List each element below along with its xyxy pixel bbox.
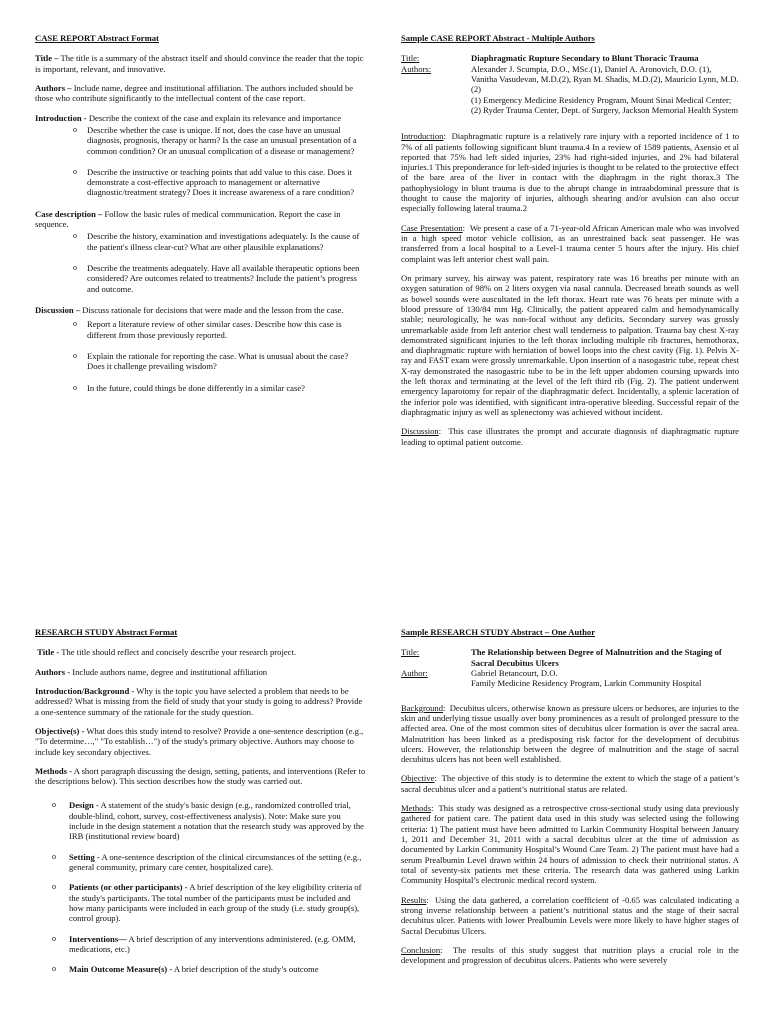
research-format-methods-list [35,800,367,974]
list-item: o Interventions— A brief description of any interventions administered. (e.g. OMM, medications, etc.) [69,934,367,955]
list-item: o Patients (or other participants) - A brief description of the key eligibility criteria of the study's participants. The total number of the participants must be included and how many participants were included in each group of the study (i.e. study group(s), control group). [69,882,367,923]
case-sample-title-label: Title: [401,53,420,64]
research-format-heading: RESEARCH STUDY Abstract Format [35,627,178,637]
case-format-title: Title – The title is a summary of the abstract itself and should convince the reader that the topic is important, relevant, and innovative. [35,53,364,74]
research-format-section [35,627,367,985]
list-item: o Setting - A one-sentence description of the clinical circumstances of the setting (e.g., general community, primary care center, hospitalized care). [69,852,367,873]
list-item: o Describe the treatments adequately. Have all available therapeutic options been considered? Are outcomes related to treatments? Include the patient’s progress and outcome. [87,263,367,294]
case-sample-section [401,33,739,456]
case-sample-heading: Sample CASE REPORT Abstract - Multiple Authors [401,33,595,43]
case-sample-meta [401,53,739,115]
research-sample-section [401,627,739,974]
research-sample-author: Gabriel Betancourt, D.O. Family Medicine Residency Program, Larkin Community Hospital [471,667,702,689]
research-format-methods: Methods - A short paragraph discussing the design, setting, patients, and interventions (Refer to the descriptions below). This section describes how the study was carried out. [35,765,366,787]
case-format-intro: Introduction - Describe the context of the case and explain its relevance and importance [35,112,342,123]
list-item: o Describe whether the case is unique. If not, does the case have an unusual diagnosis, prognosis, therapy or harm? Is the case an unusual presentation of a common condition? Or an unusual complication of a disease or management? [87,125,367,156]
case-sample-authors-label: Authors: [401,63,432,74]
case-format-description-list [35,231,367,294]
research-sample-conclusion: Conclusion: The results of this study suggest that nutrition plays a crucial role in the development and progression of decubitus ulcers. Patients who were severely [401,944,739,966]
research-format-intro: Introduction/Background - Why is the topic you have selected a problem that needs to be addressed? What is missing from the field of study that your study is going to address? Provide a one-sentence summary of the rationale for the study question. [35,685,363,717]
case-format-heading: CASE REPORT Abstract Format [35,33,159,43]
list-item: o Report a literature review of other similar cases. Describe how this case is different from those previously reported. [87,319,367,340]
case-format-intro-list [35,125,367,198]
list-item: o Describe the instructive or teaching points that add value to this case. Does it demonstrate a cost-effective approach to management or alternative diagnostic/treatment strategy? Does it increase awareness of a rare condition? [87,167,367,198]
list-item: o Main Outcome Measure(s) - A brief description of the study’s outcome [69,964,367,974]
research-format-objectives: Objective(s) - What does this study intend to resolve? Provide a one-sentence description (e.g., "To determine…," "To establish…") of the study's primary objective. Authors may choose to include key secondary objectives. [35,725,364,757]
case-sample-discussion: Discussion: This case illustrates the prompt and accurate diagnosis of diaphragmatic rupture leading to optimal patient outcome. [401,426,739,447]
research-sample-title: The Relationship between Degree of Malnutrition and the Staging of Sacral Decubitus Ulcers [471,647,722,668]
research-sample-results: Results: Using the data gathered, a correlation coefficient of -0.65 was calculated indicating a strong inverse relationship between a patient’s nutritional status and the stage of their sacral decubitus ulcer. Patients with lower Prealbumin Levels were more likely to have higher stages of Sacral Decubitus Ulcers. [401,894,740,936]
case-sample-intro: Introduction: Diaphragmatic rupture is a relatively rare injury with a reported incidence of 1 to 7% of all patients following significant blunt trauma.4 In a review of 1589 patients, Asensio et al reported that 75% had left sided injuries, 23% had right-sided injuries, and 2% had bilateral injuries.1 This preponderance for left-sided injuries is thought to be related to the protective effect of the bare area of the liver in contact with the diaphragm in the right thorax.3 The pathophysiology in blunt trauma is due to the abrupt change in intraabdominal pressure that is thought to cause the majority of injuries, although shearing and/or avulsion can also occur especially following lateral trauma.2 [401,131,739,214]
case-sample-title: Diaphragmatic Rupture Secondary to Blunt Thoracic Trauma [471,53,699,64]
case-format-description: Case description – Follow the basic rules of medical communication. Report the case in sequence. [35,208,341,230]
research-sample-meta [401,647,739,688]
case-format-authors: Authors – Include name, degree and institutional affiliation. The authors included should be those who contribute significantly to the intellectual content of the case report. [35,82,354,104]
research-sample-heading: Sample RESEARCH STUDY Abstract – One Author [401,627,596,637]
case-format-discussion-list [35,319,367,393]
research-sample-title-label: Title: [401,647,420,658]
list-item: o Describe the history, examination and investigations adequately. Is the cause of the patient's illness clear-cut? What are other plausible explanations? [87,231,367,252]
research-sample-methods: Methods: This study was designed as a retrospective cross-sectional study using data previously gathered for patient care. The patient data used in this study was selected using the following criteria: 1) The patient must have been admitted to Larkin Community Hospital between January 1, 2011 and December 31, 2011 with a sacral decubitus ulcer at the time of admission as documented by Larkin Community Hospital’s Wound Care Team. 2) The patient must have had a serum Prealbumin Level drawn within 24 hours of admission to check their nutritional status. A total of seventy-six patients met these criteria. The research data was gathered using Larkin Community Hospital’s electronic medical record system. [401,803,739,886]
research-format-authors: Authors - Include authors name, degree and institutional affiliation [35,666,268,677]
case-sample-survey: On primary survey, his airway was patent, respiratory rate was 16 breaths per minute with an oxygen saturation of 98% on 2 liters oxygen via nasal cannula. Decreased breath sounds as well as bowel sounds were auscultated in the left thorax. Heart rate was 76 beats per minute with a blood pressure of 130/84 mm Hg. Clinically, the patient appeared calm and hemodynamically stable; neurologically, he was non-focal without any deficits. Secondary survey was grossly unremarkable aside from left anterior chest wall tenderness to palpation. Trauma bay chest X-ray demonstrated significant injuries to the left thorax including multiple rib fractures, hemothorax, and diaphragmatic rupture with herniation of bowel loops into the chest cavity (Fig. 1). Pelvis X-ray and FAST exam were grossly unremarkable. Upon insertion of a nasogastric tube, repeat chest X-ray demonstrated the nasogastric tube to be in the left upper abdomen coursing upwards into the left thorax and terminating at the level of the left third rib (Fig. 2). The patient underwent emergency laparotomy for repair of the diaphragmatic defect. Incidentally, a splenic laceration of the inferior pole was identified, with significant intra-operative bleeding. Successful repair of the diaphragmatic injury as well as splenectomy was achieved without incident. [401,272,739,417]
research-format-title: Title - The title should reflect and concisely describe your research project. [37,647,296,658]
research-sample-background: Background: Decubitus ulcers, otherwise known as pressure ulcers or bedsores, are injuries to the skin and underlying tissue usually over bony prominences as a result of prolonged pressure to the affected area. One of the most common sites of decubitus ulcer formation is over the sacral area. Malnutrition has been linked as a predisposing risk factor for the development of decubitus ulcers. However, the relationship between the degree of malnutrition and the stage of sacral decubitus ulcers has not been well established. [401,702,739,765]
list-item: o Explain the rationale for reporting the case. What is unusual about the case? Does it challenge prevailing wisdom? [87,351,367,372]
case-format-discussion: Discussion – Discuss rationale for decisions that were made and the lesson from the case. [35,304,344,315]
case-format-section [35,33,367,404]
research-sample-objective: Objective: The objective of this study is to determine the extent to which the stage of a patient’s sacral decubitus ulcer and a patient’s nutritional status are related. [401,773,739,794]
case-sample-authors: Alexander J. Scumpia, D.O., MSc.(1), Daniel A. Aronovich, D.O. (1), Vanitha Vasudevan, M.D.(2), Ryan M. Shadis, M.D.(2), Mauricio Lynn, M.D.(2) (1) Emergency Medicine Residency Program, Mount Sinai Medical Center; (2) Ryder Trauma Center, Dept. of Surgery, Jackson Memorial Health System [471,63,739,115]
research-sample-author-label: Author: [401,667,428,678]
case-sample-presentation: Case Presentation: We present a case of a 71-year-old African American male who was involved in a high speed motor vehicle collision, as an unrestrained back seat passenger. He was transferred from a local hospital to a Level-1 trauma center 5 hours after the injury. His chief complaint was left anterior chest wall pain. [401,222,739,264]
list-item: o Design - A statement of the study's basic design (e.g., randomized controlled trial, double-blind, cohort, survey, cost-effectiveness analysis). Note: Make sure you include in the design statement a notation that the research study was approved by the IRB (institutional review board) [69,800,367,841]
list-item: o In the future, could things be done differently in a similar case? [87,383,367,393]
